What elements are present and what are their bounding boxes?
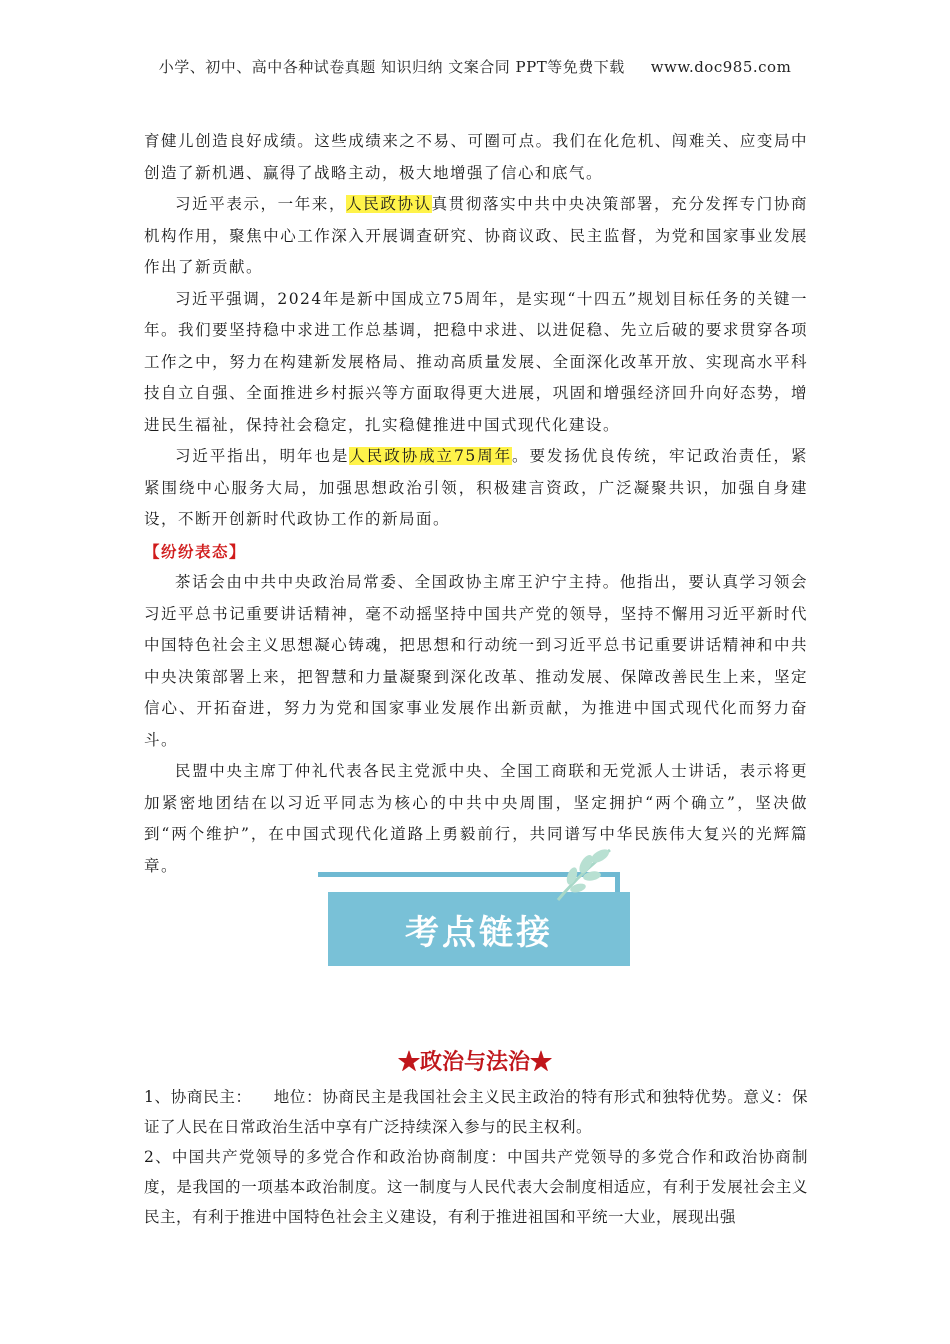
paragraph-2-rest: 真贯彻落实中共中央决策部署，充分发挥专门协商机构作用，聚焦中心工作深入开展调查研究、协商议政、民主监督，为党和国家事业发展作出了新贡献。 bbox=[144, 195, 808, 276]
paragraph-4-lead: 习近平指出，明年也是 bbox=[175, 447, 350, 465]
point-1-heading: 1、协商民主： bbox=[144, 1088, 252, 1106]
paragraph-4 bbox=[144, 441, 808, 536]
paragraph-5: 茶话会由中共中央政治局常委、全国政协主席王沪宁主持。他指出，要认真学习领会习近平总书记重要讲话精神，毫不动摇坚持中国共产党的领导，坚持不懈用习近平新时代中国特色社会主义思想凝心铸魂，把思想和行动统一到习近平总书记重要讲话精神和中共中央决策部署上来，把智慧和力量凝聚到深化改革、推动发展、保障改善民生上来，坚定信心、开拓奋进，努力为党和国家事业发展作出新贡献，为推进中国式现代化而努力奋斗。 bbox=[144, 573, 808, 749]
paragraph-1: 育健儿创造良好成绩。这些成绩来之不易、可圈可点。我们在化危机、闯难关、应变局中创造了新机遇、赢得了战略主动，极大地增强了信心和底气。 bbox=[144, 132, 808, 182]
paragraph-2 bbox=[144, 189, 808, 284]
page-header bbox=[0, 56, 950, 77]
paragraph-4-rest: 。要发扬优良传统，牢记政治责任，紧紧围绕中心服务大局，加强思想政治引领，积极建言资政，广泛凝聚共识，加强自身建设，不断开创新时代政协工作的新局面。 bbox=[144, 447, 808, 528]
section-title: 【纷纷表态】 bbox=[144, 541, 247, 561]
topic-link-banner bbox=[318, 842, 630, 972]
paragraph-6: 民盟中央主席丁仲礼代表各民主党派中央、全国工商联和无党派人士讲话，表示将更加紧密地团结在以习近平同志为核心的中共中央周围，坚定拥护“两个确立”，坚决做到“两个维护”，在中国式现代化道路上勇毅前行，共同谱写中华民族伟大复兴的光辉篇章。 bbox=[144, 762, 808, 875]
key-points bbox=[144, 1082, 808, 1232]
subject-title: ★政治与法治★ bbox=[397, 1049, 552, 1075]
header-text: 小学、初中、高中各种试卷真题 知识归纳 文案合同 PPT等免费下载 bbox=[158, 58, 625, 76]
highlight-text: 人民政协认 bbox=[346, 195, 432, 213]
leaf-icon bbox=[548, 842, 618, 902]
point-2: 2、中国共产党领导的多党合作和政治协商制度：中国共产党领导的多党合作和政治协商制度，是我国的一项基本政治制度。这一制度与人民代表大会制度相适应，有利于发展社会主义民主，有利于推进中国特色社会主义建设，有利于推进祖国和平统一大业，展现出强 bbox=[144, 1148, 808, 1226]
article-body bbox=[144, 126, 808, 882]
header-url[interactable]: www.doc985.com bbox=[650, 58, 792, 76]
paragraph-2-lead: 习近平表示，一年来， bbox=[175, 195, 347, 213]
highlight-text: 人民政协成立75周年 bbox=[349, 447, 513, 465]
point-1 bbox=[144, 1082, 808, 1142]
paragraph-3: 习近平强调，2024年是新中国成立75周年，是实现“十四五”规划目标任务的关键一年。我们要坚持稳中求进工作总基调，把稳中求进、以进促稳、先立后破的要求贯穿各项工作之中，努力在构建新发展格局、推动高质量发展、全面深化改革开放、实现高水平科技自立自强、全面推进乡村振兴等方面取得更大进展，巩固和增强经济回升向好态势，增进民生福祉，保持社会稳定，扎实稳健推进中国式现代化建设。 bbox=[144, 289, 808, 434]
point-1-body: 地位：协商民主是我国社会主义民主政治的特有形式和独特优势。意义：保证了人民在日常政治生活中享有广泛持续深入参与的民主权利。 bbox=[144, 1088, 808, 1136]
banner-label: 考点链接 bbox=[405, 912, 553, 953]
